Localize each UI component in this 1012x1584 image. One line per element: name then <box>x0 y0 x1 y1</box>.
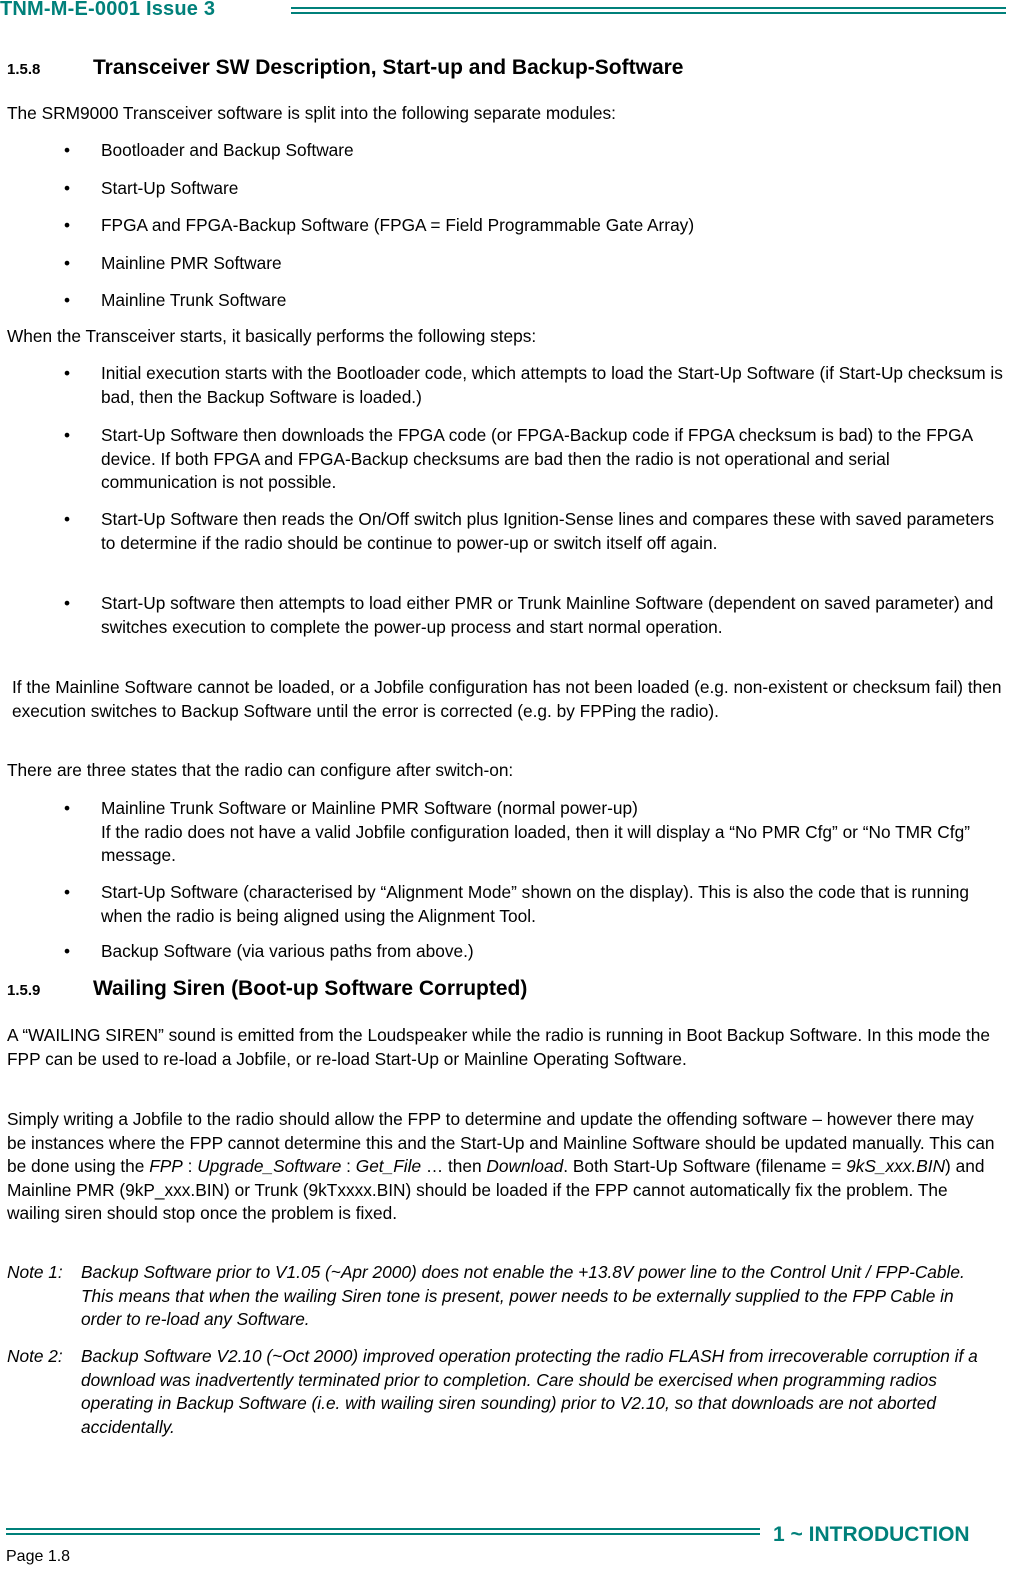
list-item: • Mainline Trunk Software <box>64 290 287 310</box>
page-number: Page 1.8 <box>6 1548 71 1565</box>
document-id: TNM-M-E-0001 Issue 3 <box>0 0 216 20</box>
list-item: • Start-Up Software then downloads the FPGA code (or FPGA-Backup code if FPGA checksum is bad) to the FPGA device. If both FPGA and FPGA-Backup checksums are bad then the radio is not operational and serial communication is not possible. <box>64 425 973 492</box>
list-item: • Start-Up Software <box>64 178 239 198</box>
state-detail: If the radio does not have a valid Jobfile configuration loaded, then it will display a “No PMR Cfg” or “No TMR Cfg” message. <box>101 821 970 865</box>
steps-intro: When the Transceiver starts, it basically performs the following steps: <box>7 326 537 346</box>
section-heading-1-5-8 <box>7 56 683 80</box>
list-item: • FPGA and FPGA-Backup Software (FPGA = Field Programmable Gate Array) <box>64 215 695 235</box>
list-item: • Mainline PMR Software <box>64 253 282 273</box>
siren-paragraph: A “WAILING SIREN” sound is emitted from the Loudspeaker while the radio is running in Boot Backup Software. In this mode the FPP can be used to re-load a Jobfile, or re-load Start-Up or Mainline Operating Software. <box>7 1025 990 1069</box>
list-item: • Start-Up Software then reads the On/Off switch plus Ignition-Sense lines and compares these with saved parameters to determine if the radio should be continue to power-up or switch itself off again. <box>64 509 994 553</box>
page-header <box>0 0 1012 26</box>
section-title: Transceiver SW Description, Start-up and Backup-Software <box>93 56 684 79</box>
list-item: • Mainline Trunk Software or Mainline PMR Software (normal power-up) If the radio does not have a valid Jobfile configuration loaded, then it will display a “No PMR Cfg” or “No TMR Cfg” message. <box>64 798 970 865</box>
section-number: 1.5.8 <box>7 61 41 78</box>
list-item: • Backup Software (via various paths from above.) <box>64 941 474 961</box>
section-title: Wailing Siren (Boot-up Software Corrupted) <box>93 977 528 1000</box>
header-rule-bottom <box>291 12 1006 14</box>
list-item: • Start-Up Software (characterised by “Alignment Mode” shown on the display). This is also the code that is running when the radio is being aligned using the Alignment Tool. <box>64 882 970 926</box>
list-item: • Bootloader and Backup Software <box>64 140 354 160</box>
fpp-update-paragraph: Simply writing a Jobfile to the radio should allow the FPP to determine and update the offending software – however there may be instances where the FPP cannot determine this and the Start-Up and Mainline Software should be updated manually. This can be done using the FPP : Upgrade_Software : Get_File … then Download. Both Start-Up Software (filename = 9kS_xxx.BIN) and Mainline PMR (9kP_xxx.BIN) or Trunk (9kTxxxx.BIN) should be loaded if the FPP cannot automatically fix the problem. The wailing siren should stop once the problem is fixed. <box>7 1109 995 1223</box>
list-item: • Start-Up software then attempts to load either PMR or Trunk Mainline Software (dependent on saved parameter) and switches execution to complete the power-up process and start normal operation. <box>64 593 994 637</box>
states-intro: There are three states that the radio can configure after switch-on: <box>7 760 514 780</box>
header-rule-top <box>291 7 1006 9</box>
modules-intro: The SRM9000 Transceiver software is split into the following separate modules: <box>7 103 616 123</box>
note-1: Note 1: Backup Software prior to V1.05 (~Apr 2000) does not enable the +13.8V power line to the Control Unit / FPP-Cable. This means that when the wailing Siren tone is present, power needs to be externally supplied to the FPP Cable in order to re-load any Software. <box>7 1262 965 1329</box>
chapter-title: 1 ~ INTRODUCTION <box>773 1523 970 1546</box>
section-number: 1.5.9 <box>7 982 41 999</box>
footer-rule-bottom <box>6 1533 760 1535</box>
footer-rule-top <box>6 1528 760 1530</box>
note-2: Note 2: Backup Software V2.10 (~Oct 2000) improved operation protecting the radio FLASH from irrecoverable corruption if a download was inadvertently terminated prior to completion. Care should be exercised when programming radios operating in Backup Software (i.e. with wailing siren sounding) prior to V2.10, so that downloads are not aborted accidentally. <box>7 1346 978 1437</box>
list-item: • Initial execution starts with the Bootloader code, which attempts to load the Start-Up Software (if Start-Up checksum is bad, then the Backup Software is loaded.) <box>64 363 1003 407</box>
fallback-paragraph: If the Mainline Software cannot be loaded, or a Jobfile configuration has not been loaded (e.g. non-existent or checksum fail) then execution switches to Backup Software until the error is corrected (e.g. by FPPing the radio). <box>12 677 1002 721</box>
section-heading-1-5-9 <box>7 977 527 1001</box>
